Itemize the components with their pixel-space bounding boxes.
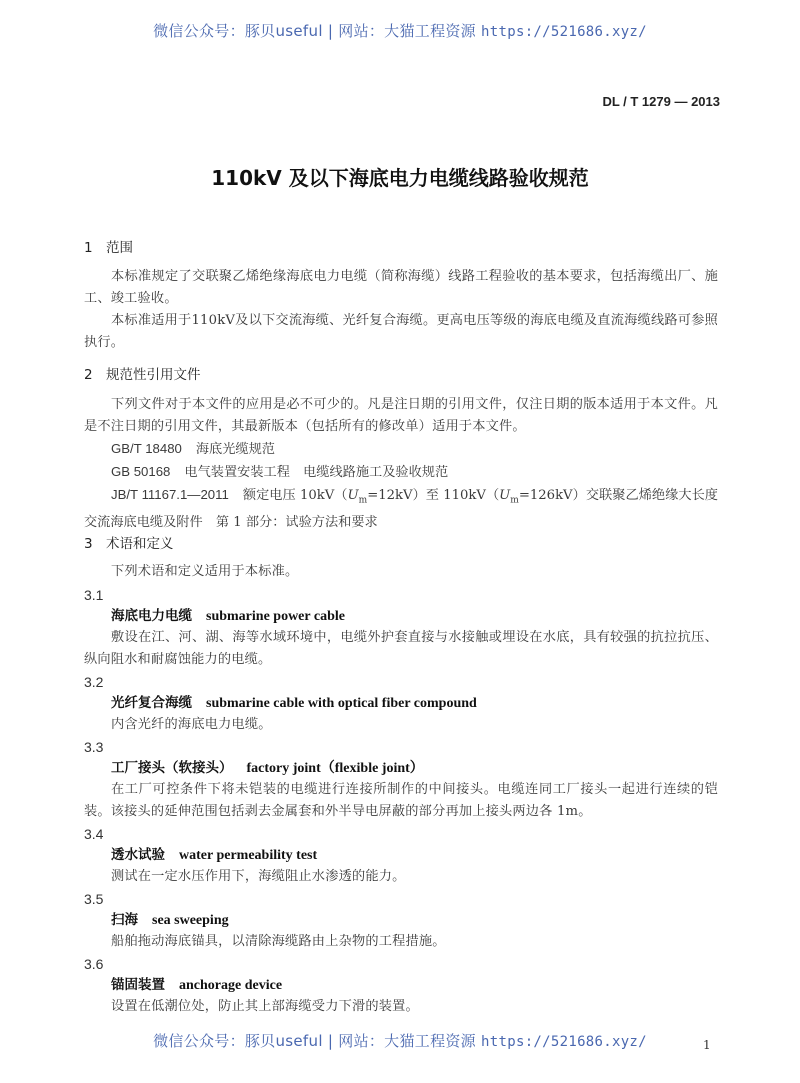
term-entry xyxy=(84,888,718,953)
paragraph: 下列文件对于本文件的应用是必不可少的。凡是注日期的引用文件，仅注日期的版本适用于本文件。凡是不注日期的引用文件，其最新版本（包括所有的修改单）适用于本文件。 xyxy=(84,397,718,434)
term-heading xyxy=(84,758,718,779)
subscript: m xyxy=(510,495,519,506)
term-definition: 敷设在江、河、湖、海等水域环境中，电缆外护套直接与水接触或埋设在水底，具有较强的抗拉抗压、纵向阻水和耐腐蚀能力的电缆。 xyxy=(84,630,718,667)
term-heading xyxy=(84,606,718,627)
term-english: submarine cable with optical fiber compound xyxy=(206,696,477,711)
watermark-bottom xyxy=(0,1030,800,1051)
watermark-text: 微信公众号：豚贝useful | 网站：大猫工程资源 xyxy=(153,1032,482,1050)
term-english: water permeability test xyxy=(179,848,318,863)
reference-title: 电气装置安装工程 电缆线路施工及验收规范 xyxy=(184,465,449,480)
term-chinese: 扫海 xyxy=(111,912,138,928)
term-entry xyxy=(84,584,718,671)
section-number: 1 xyxy=(84,240,93,256)
reference-item xyxy=(84,484,718,534)
paragraph: 本标准适用于110kV及以下交流海缆、光纤复合海缆。更高电压等级的海底电缆及直流海缆线路可参照执行。 xyxy=(84,313,718,350)
term-chinese: 锚固装置 xyxy=(111,977,165,993)
watermark-text: 微信公众号：豚贝useful | 网站：大猫工程资源 xyxy=(153,22,482,40)
section-1 xyxy=(84,236,718,354)
section-number: 2 xyxy=(84,367,93,383)
term-chinese: 透水试验 xyxy=(111,847,165,863)
paragraph: 本标准规定了交联聚乙烯绝缘海底电力电缆（简称海缆）线路工程验收的基本要求，包括海缆出厂、施工、竣工验收。 xyxy=(84,269,718,306)
term-definition: 在工厂可控条件下将未铠装的电缆进行连接所制作的中间接头。电缆连同工厂接头一起进行连续的铠装。该接头的延伸范围包括剥去金属套和外半导电屏蔽的部分再加上接头两边各 1m。 xyxy=(84,782,718,819)
reference-code: GB 50168 xyxy=(111,464,171,479)
standard-code: DL / T 1279 — 2013 xyxy=(602,94,720,109)
term-heading xyxy=(84,693,718,714)
section-title: 术语和定义 xyxy=(106,536,174,552)
watermark-top xyxy=(0,20,800,41)
reference-title-part: 额定电压 10kV（ xyxy=(242,488,348,503)
term-chinese: 海底电力电缆 xyxy=(111,608,192,624)
term-chinese: 工厂接头（软接头） xyxy=(111,760,233,776)
term-heading xyxy=(84,845,718,866)
section-3 xyxy=(84,532,718,1018)
reference-code: GB/T 18480 xyxy=(111,441,182,456)
term-heading xyxy=(84,975,718,996)
reference-title-part: =12kV）至 110kV（ xyxy=(367,488,500,503)
term-english: submarine power cable xyxy=(206,609,345,624)
watermark-url[interactable]: https://521686.xyz/ xyxy=(481,24,647,40)
reference-code: JB/T 11167.1—2011 xyxy=(111,487,229,502)
reference-item xyxy=(84,461,718,484)
section-heading xyxy=(84,363,718,383)
section-title: 规范性引用文件 xyxy=(106,367,201,383)
section-title: 范围 xyxy=(106,240,133,256)
reference-item xyxy=(84,438,718,461)
term-number: 3.3 xyxy=(84,739,104,755)
term-number: 3.4 xyxy=(84,826,104,842)
section-heading xyxy=(84,532,718,552)
term-entry xyxy=(84,823,718,888)
term-english: sea sweeping xyxy=(152,913,229,928)
page-number: 1 xyxy=(703,1038,711,1052)
watermark-url[interactable]: https://521686.xyz/ xyxy=(481,1034,647,1050)
term-entry xyxy=(84,671,718,736)
term-english: factory joint（flexible joint） xyxy=(246,761,424,776)
term-chinese: 光纤复合海缆 xyxy=(111,695,192,711)
section-2 xyxy=(84,363,718,534)
symbol: U xyxy=(347,488,359,503)
term-heading xyxy=(84,910,718,931)
symbol: U xyxy=(499,488,511,503)
reference-title-part: =126kV）交联聚乙烯绝缘大长度交流海底电缆及附件 第 1 部分：试验方法和要求 xyxy=(84,488,718,530)
paragraph: 下列术语和定义适用于本标准。 xyxy=(111,564,299,579)
term-definition: 内含光纤的海底电力电缆。 xyxy=(111,717,272,732)
term-english: anchorage device xyxy=(179,978,283,993)
term-number: 3.2 xyxy=(84,674,104,690)
term-definition: 设置在低潮位处，防止其上部海缆受力下滑的装置。 xyxy=(111,999,419,1014)
section-heading xyxy=(84,236,718,256)
term-definition: 船舶拖动海底锚具，以清除海缆路由上杂物的工程措施。 xyxy=(111,934,446,949)
term-number: 3.1 xyxy=(84,587,104,603)
section-number: 3 xyxy=(84,536,93,552)
subscript: m xyxy=(358,495,368,506)
term-number: 3.6 xyxy=(84,956,104,972)
document-title: 110kV 及以下海底电力电缆线路验收规范 xyxy=(211,166,589,190)
term-number: 3.5 xyxy=(84,891,104,907)
term-entry xyxy=(84,953,718,1018)
term-entry xyxy=(84,736,718,823)
reference-title: 海底光缆规范 xyxy=(195,442,275,457)
term-definition: 测试在一定水压作用下，海缆阻止水渗透的能力。 xyxy=(111,869,406,884)
